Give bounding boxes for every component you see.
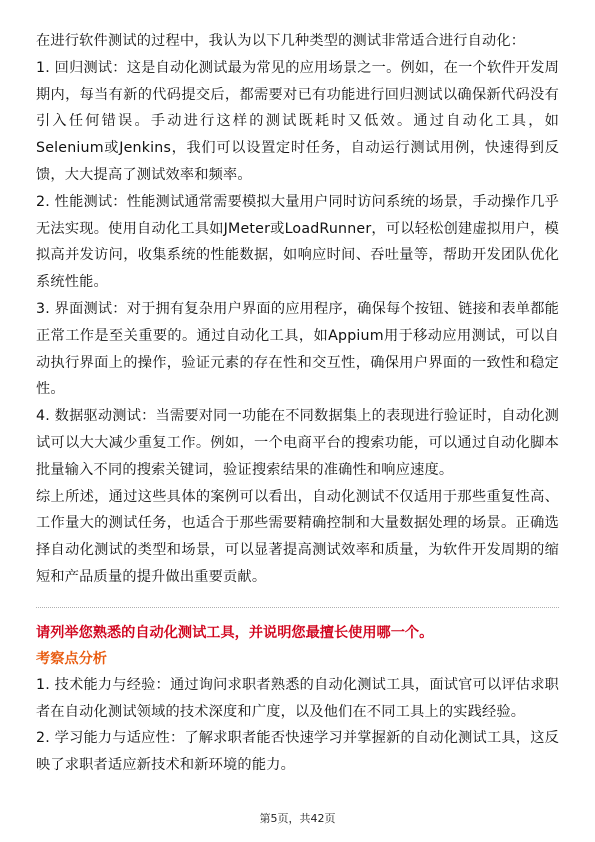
- list-item-ui-testing: 3. 界面测试：对于拥有复杂用户界面的应用程序，确保每个按钮、链接和表单都能正常工作是至关重要的。通过自动化工具，如Appium用于移动应用测试，可以自动执行界面上的操作，验证元素的存在性和交互性，确保用户界面的一致性和稳定性。: [36, 300, 559, 398]
- interview-question: 请列举您熟悉的自动化测试工具，并说明您最擅长使用哪一个。: [36, 624, 434, 641]
- analysis-item-learning-ability: 2. 学习能力与适应性：了解求职者能否快速学习并掌握新的自动化测试工具，这反映了求职者适应新技术和新环境的能力。: [36, 730, 559, 774]
- analysis-heading: 考察点分析: [36, 650, 107, 667]
- list-item-performance-testing: 2. 性能测试：性能测试通常需要模拟大量用户同时访问系统的场景，手动操作几乎无法实现。使用自动化工具如JMeter或LoadRunner，可以轻松创建虚拟用户，模拟高并发访问，收集系统的性能数据，如响应时间、吞吐量等，帮助开发团队优化系统性能。: [36, 193, 559, 291]
- document-page: [36, 28, 559, 779]
- list-item-regression-testing: 1. 回归测试：这是自动化测试最为常见的应用场景之一。例如，在一个软件开发周期内，每当有新的代码提交后，都需要对已有功能进行回归测试以确保新代码没有引入任何错误。手动进行这样的测试既耗时又低效。通过自动化工具，如Selenium或Jenkins，我们可以设置定时任务，自动运行测试用例，快速得到反馈，大大提高了测试效率和频率。: [36, 59, 559, 183]
- section-divider: [36, 607, 559, 608]
- list-item-data-driven-testing: 4. 数据驱动测试：当需要对同一功能在不同数据集上的表现进行验证时，自动化测试可以大大减少重复工作。例如，一个电商平台的搜索功能，可以通过自动化脚本批量输入不同的搜索关键词，验证搜索结果的准确性和响应速度。: [36, 408, 559, 478]
- page-footer: 第5页，共42页: [259, 812, 336, 825]
- intro-paragraph: 在进行软件测试的过程中，我认为以下几种类型的测试非常适合进行自动化：: [36, 33, 526, 49]
- analysis-item-technical-ability: 1. 技术能力与经验：通过询问求职者熟悉的自动化测试工具，面试官可以评估求职者在自动化测试领域的技术深度和广度，以及他们在不同工具上的实践经验。: [36, 676, 559, 720]
- summary-paragraph: 综上所述，通过这些具体的案例可以看出，自动化测试不仅适用于那些重复性高、工作量大的测试任务，也适合于那些需要精确控制和大量数据处理的场景。正确选择自动化测试的类型和场景，可以显著提高测试效率和质量，为软件开发周期的缩短和产品质量的提升做出重要贡献。: [36, 488, 559, 585]
